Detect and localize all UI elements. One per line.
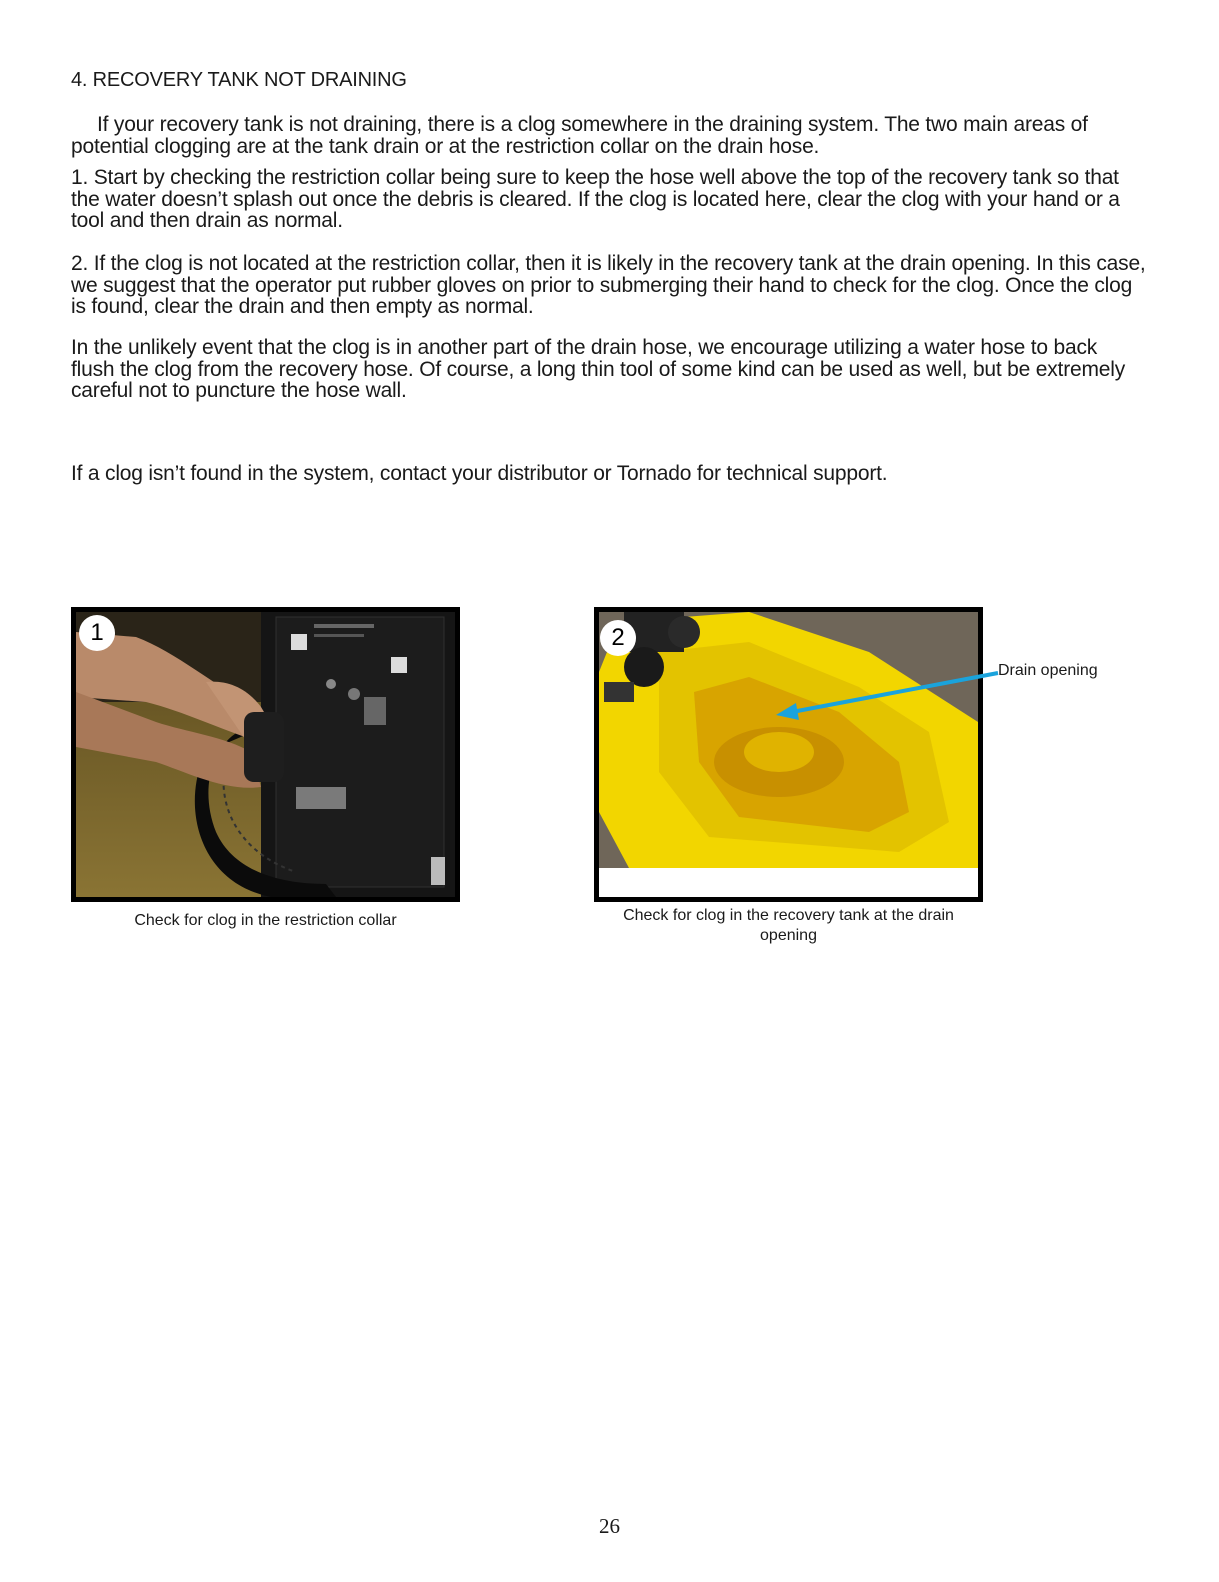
support-paragraph: If a clog isn’t found in the system, contact your distributor or Tornado for technical support. (71, 462, 888, 485)
figure-2-number-badge: 2 (600, 620, 636, 656)
figure-2-caption: Check for clog in the recovery tank at the drain opening (623, 907, 954, 944)
figure-1-caption: Check for clog in the restriction collar (134, 912, 397, 929)
step-1-paragraph: 1. Start by checking the restriction collar being sure to keep the hose well above the top of the recovery tank so that the water doesn’t splash out once the debris is cleared. If the clog is located here, clear the clog with your hand or a tool and then drain as normal. (71, 166, 1120, 232)
recovery-tank-photo (594, 607, 983, 902)
intro-paragraph: If your recovery tank is not draining, there is a clog somewhere in the draining system. The two main areas of potential clogging are at the tank drain or at the restriction collar on the drain hose. (71, 113, 1088, 158)
step-2-paragraph: 2. If the clog is not located at the restriction collar, then it is likely in the recovery tank at the drain opening. In this case, we suggest that the operator put rubber gloves on prior to submerging their hand to check for the clog. Once the clog is found, clear the drain and then empty as normal. (71, 252, 1146, 318)
section-heading: 4. RECOVERY TANK NOT DRAINING (71, 69, 407, 91)
drain-opening-callout-label: Drain opening (998, 662, 1098, 679)
restriction-collar-photo (71, 607, 460, 902)
page-number: 26 (599, 1514, 620, 1538)
figure-1-number-badge: 1 (79, 615, 115, 651)
back-flush-paragraph: In the unlikely event that the clog is in another part of the drain hose, we encourage utilizing a water hose to back flush the clog from the recovery hose. Of course, a long thin tool of some kind can be used as well, but be extremely careful not to puncture the hose wall. (71, 336, 1125, 402)
